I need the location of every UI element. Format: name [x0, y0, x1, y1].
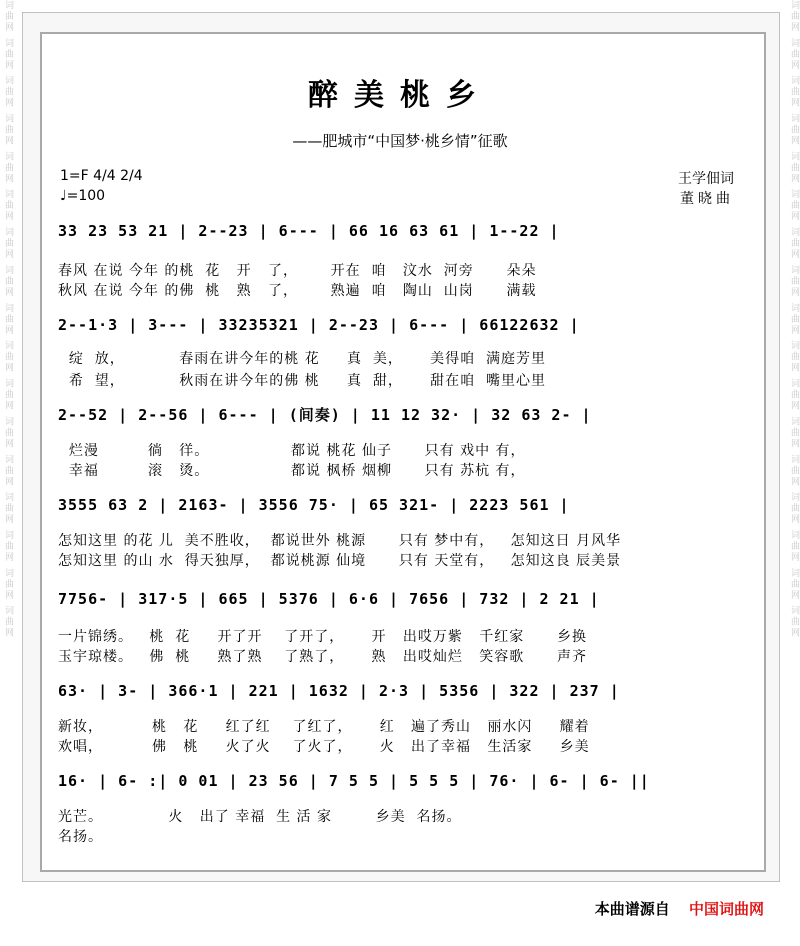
- lyric-row-2-verse-2: 希 望， 秋雨在讲今年的佛 桃 真 甜， 甜在咱 嘴里心里: [58, 373, 547, 389]
- lyric-row-4-verse-2: 怎知这里 的山 水 得天独厚， 都说桃源 仙境 只有 天堂有， 怎知这良 辰美景: [58, 553, 622, 569]
- lyric-row-1-verse-1: 春风 在说 今年 的桃 花 开 了， 开在 咱 汶水 河旁 朵朵: [58, 263, 537, 279]
- source-site-link[interactable]: 中国词曲网: [688, 900, 764, 918]
- tempo-marking: ♩=100: [60, 188, 106, 204]
- notation-row-7: 16· | 6- :| 0 01 | 23 56 | 7 5 5 | 5 5 5 | 76· | 6- | 6- ||: [58, 772, 650, 790]
- lyric-row-7-verse-2: 名扬。: [58, 829, 103, 845]
- song-title: 醉美桃乡: [308, 78, 492, 113]
- lyric-row-6-verse-2: 欢唱， 佛 桃 火了火 了火了， 火 出了幸福 生活家 乡美: [58, 739, 590, 755]
- notation-row-2: 2--1·3 | 3--- | 33235321 | 2--23 | 6--- | 66122632 |: [58, 316, 580, 334]
- lyric-row-3-verse-1: 烂漫 徜 徉。 都说 桃花 仙子 只有 戏中 有，: [58, 443, 526, 459]
- notation-row-6: 63· | 3- | 366·1 | 221 | 1632 | 2·3 | 5356 | 322 | 237 |: [58, 682, 620, 700]
- lyricist-credit: 王学佃词: [678, 171, 734, 187]
- notation-row-4: 3555 63 2 | 2163- | 3556 75· | 65 321- | 2223 561 |: [58, 496, 570, 514]
- side-watermark-right: 词曲网 词曲网 词曲网 词曲网 词曲网 词曲网 词曲网 词曲网 词曲网 词曲网 词曲网 词曲网 词曲网 词曲网 词曲网 词曲网 词曲网: [789, 0, 799, 639]
- side-watermark-left: 词曲网 词曲网 词曲网 词曲网 词曲网 词曲网 词曲网 词曲网 词曲网 词曲网 词曲网 词曲网 词曲网 词曲网 词曲网 词曲网 词曲网: [3, 0, 13, 639]
- notation-row-1: 33 23 53 21 | 2--23 | 6--- | 66 16 63 61 | 1--22 |: [58, 222, 560, 240]
- composer-credit: 董晓曲: [680, 191, 734, 207]
- lyric-row-6-verse-1: 新妆， 桃 花 红了红 了红了， 红 遍了秀山 丽水闪 耀着: [58, 719, 590, 735]
- lyric-row-7-verse-1: 光芒。 火 出了 幸福 生 活 家 乡美 名扬。: [58, 809, 462, 825]
- lyric-row-1-verse-2: 秋风 在说 今年 的佛 桃 熟 了， 熟遍 咱 陶山 山岗 满载: [58, 283, 537, 299]
- lyric-row-5-verse-1: 一片锦绣。 桃 花 开了开 了开了， 开 出哎万紫 千红家 乡换: [58, 629, 587, 645]
- lyric-row-5-verse-2: 玉宇琼楼。 佛 桃 熟了熟 了熟了， 熟 出哎灿烂 笑容歌 声齐: [58, 649, 587, 665]
- source-label: 本曲谱源自: [594, 900, 670, 918]
- notation-row-3: 2--52 | 2--56 | 6--- | (间奏) | 11 12 32· | 32 63 2- |: [58, 406, 592, 424]
- lyric-row-4-verse-1: 怎知这里 的花 儿 美不胜收， 都说世外 桃源 只有 梦中有， 怎知这日 月风华: [58, 533, 622, 549]
- lyric-row-2-verse-1: 绽 放， 春雨在讲今年的桃 花 真 美， 美得咱 满庭芳里: [58, 351, 547, 367]
- notation-row-5: 7756- | 317·5 | 665 | 5376 | 6·6 | 7656 | 732 | 2 21 |: [58, 590, 600, 608]
- key-signature: 1=F 4/4 2/4: [60, 168, 143, 184]
- lyric-row-3-verse-2: 幸福 滚 烫。 都说 枫桥 烟柳 只有 苏杭 有，: [58, 463, 526, 479]
- source-footer: [595, 898, 764, 919]
- song-subtitle: ——肥城市“中国梦·桃乡情”征歌: [292, 132, 508, 150]
